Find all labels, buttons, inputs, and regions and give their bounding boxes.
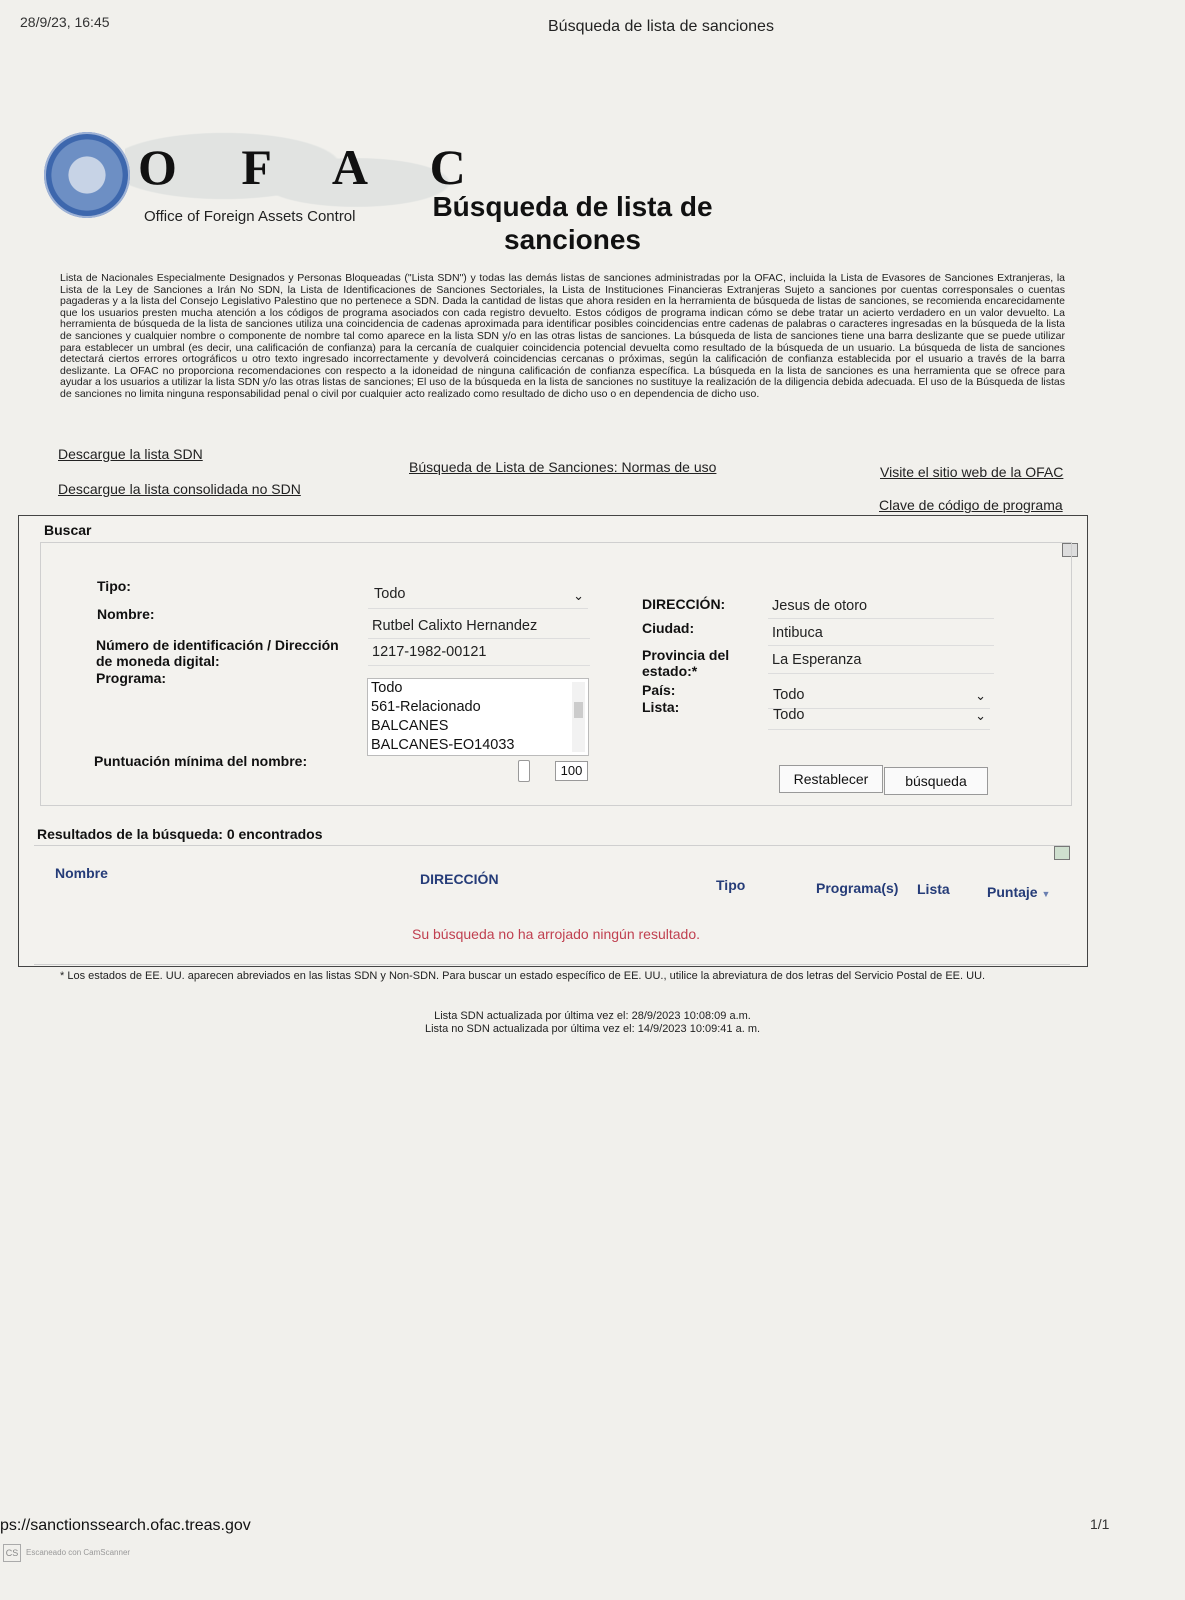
direccion-input[interactable] bbox=[768, 594, 994, 619]
chevron-down-icon: ⌄ bbox=[975, 688, 986, 703]
results-table bbox=[34, 845, 1070, 965]
ciudad-label: Ciudad: bbox=[642, 620, 695, 636]
id-label: Número de identificación / Dirección de moneda digital: bbox=[96, 637, 339, 669]
non-sdn-update: Lista no SDN actualizada por última vez el: 14/9/2023 10:09:41 a. m. bbox=[424, 1023, 761, 1035]
programa-option[interactable]: BALCANES bbox=[371, 718, 449, 734]
programa-label: Programa: bbox=[96, 670, 167, 686]
print-url: ps://sanctionssearch.ofac.treas.gov bbox=[0, 1517, 251, 1534]
col-direccion[interactable]: DIRECCIÓN bbox=[420, 871, 499, 887]
col-lista[interactable]: Lista bbox=[917, 881, 950, 897]
programa-option[interactable]: Todo bbox=[371, 680, 403, 696]
tipo-select[interactable] bbox=[368, 584, 588, 609]
id-input[interactable] bbox=[368, 641, 590, 666]
ofac-logo-subtitle: Office of Foreign Assets Control bbox=[144, 208, 356, 225]
reset-button[interactable]: Restablecer bbox=[779, 765, 883, 793]
chevron-down-icon: ⌄ bbox=[975, 708, 986, 723]
ofac-logo-text: O F A C bbox=[138, 139, 492, 195]
col-nombre[interactable]: Nombre bbox=[55, 865, 108, 881]
print-datetime: 28/9/23, 16:45 bbox=[20, 14, 110, 30]
pais-value: Todo bbox=[773, 687, 805, 703]
page-title: Búsqueda de lista de sanciones bbox=[432, 191, 713, 255]
intro-paragraph: Lista de Nacionales Especialmente Designados y Personas Bloqueadas ("Lista SDN") y todas las demás listas de sanciones administradas por la OFAC, incluida la Lista de Evasores de Sanciones Extranjeras, la Lista de la Ley de Sanciones a Irán No SDN, la Lista de Identificaciones de Sanciones Sectoriales, la Lista de Instituciones Financieras Extranjeras Sujeto a sanciones por cuentas corresponsales o cuentas pagaderas y a la lista del Consejo Legislativo Palestino que no pertenece a SDN. Dada la cantidad de listas que ahora residen en la herramienta de búsqueda de listas de sanciones, se recomienda encarecidamente que los usuarios presten mucha atención a los códigos de programa asociados con cada registro devuelto. Estos códigos de programa indican cómo se debe tratar un acierto verdadero en un valor devuelto. La herramienta de búsqueda de la lista de sanciones utiliza una coincidencia de cadenas aproximada para identificar posibles coincidencias entre cadenas de palabras o caracteres ingresadas en la búsqueda de la lista de sanciones y cualquier nombre o componente de nombre tal como aparece en la lista SDN y/o en las otras listas de sanciones. La búsqueda de lista de sanciones tiene una barra deslizante que se puede utilizar para establecer un umbral (es decir, una calificación de confianza) para la cercanía de cualquier coincidencia potencial devuelta como resultado de la búsqueda de un usuario. La búsqueda de lista de sanciones detectará ciertos errores ortográficos u otro texto ingresado incorrectamente y devolverá coincidencias cercanas o próximas, según la calificación de confianza establecida por el usuario a través de la barra deslizante. La OFAC no proporciona recomendaciones con respecto a la idoneidad de ninguna calificación de confianza específica. La búsqueda en la lista de sanciones es una herramienta que se ofrece para ayudar a los usuarios a utilizar la lista SDN y/o las otras listas de sanciones; El uso de la búsqueda en la lista de sanciones no sustituye la realización de la diligencia debida adecuada. El uso de la Búsqueda de listas de sanciones no limita ninguna responsabilidad penal o civil por cualquier acto realizado como resultado de dicho uso o en dependencia de dicho uso. bbox=[60, 272, 1065, 400]
id-value: 1217-1982-00121 bbox=[372, 644, 487, 660]
programa-scrollbar[interactable] bbox=[572, 682, 585, 752]
print-title: Búsqueda de lista de sanciones bbox=[548, 18, 774, 35]
pais-label: País: bbox=[642, 682, 676, 698]
provincia-label: Provincia del estado:* bbox=[642, 647, 730, 679]
lista-select[interactable] bbox=[768, 705, 990, 730]
programa-option[interactable]: 561-Relacionado bbox=[371, 699, 481, 715]
print-page-number: 1/1 bbox=[1090, 1516, 1110, 1532]
search-heading: Buscar bbox=[44, 522, 92, 538]
tipo-value: Todo bbox=[374, 586, 406, 602]
nombre-value: Rutbel Calixto Hernandez bbox=[372, 618, 538, 634]
col-programas[interactable]: Programa(s) bbox=[816, 880, 899, 896]
programa-listbox[interactable] bbox=[367, 678, 589, 756]
provincia-input[interactable] bbox=[768, 649, 994, 674]
camscanner-watermark: Escaneado con CamScanner bbox=[26, 1548, 131, 1557]
camscanner-logo: CS bbox=[3, 1544, 21, 1562]
search-button[interactable]: búsqueda bbox=[884, 767, 988, 795]
visit-ofac-link[interactable]: Visite el sitio web de la OFAC bbox=[880, 464, 1064, 480]
sort-down-icon: ▼ bbox=[1041, 889, 1051, 899]
ciudad-value: Intibuca bbox=[772, 625, 823, 641]
download-consolidated-link[interactable]: Descargue la lista consolidada no SDN bbox=[58, 481, 301, 497]
nombre-input[interactable] bbox=[368, 614, 590, 639]
programa-option[interactable]: BALCANES-EO14033 bbox=[371, 737, 515, 753]
score-input[interactable]: 100 bbox=[555, 761, 588, 781]
tipo-label: Tipo: bbox=[97, 578, 131, 594]
score-label: Puntuación mínima del nombre: bbox=[94, 753, 308, 769]
ciudad-input[interactable] bbox=[768, 621, 994, 646]
chevron-down-icon: ⌄ bbox=[573, 588, 584, 603]
nombre-label: Nombre: bbox=[97, 606, 155, 622]
direccion-value: Jesus de otoro bbox=[772, 598, 868, 614]
footnote: * Los estados de EE. UU. aparecen abreviados en las listas SDN y Non-SDN. Para buscar un estado específico de EE. UU., utilice la abreviatura de dos letras del Servicio Postal de EE. UU. bbox=[60, 970, 986, 982]
treasury-seal-icon bbox=[44, 132, 130, 218]
results-heading: Resultados de la búsqueda: 0 encontrados bbox=[37, 826, 323, 842]
score-slider-handle[interactable] bbox=[518, 760, 530, 782]
download-sdn-link[interactable]: Descargue la lista SDN bbox=[58, 446, 203, 462]
sdn-update: Lista SDN actualizada por última vez el: 28/9/2023 10:08:09 a.m. bbox=[434, 1010, 751, 1022]
lista-value: Todo bbox=[773, 707, 805, 723]
terms-of-use-link[interactable]: Búsqueda de Lista de Sanciones: Normas de uso bbox=[409, 459, 717, 475]
provincia-value: La Esperanza bbox=[772, 652, 862, 668]
no-results-message: Su búsqueda no ha arrojado ningún resultado. bbox=[412, 926, 700, 942]
program-key-link[interactable]: Clave de código de programa bbox=[879, 497, 1063, 513]
col-tipo[interactable]: Tipo bbox=[716, 877, 746, 893]
col-puntaje-label: Puntaje bbox=[987, 884, 1038, 900]
col-puntaje[interactable] bbox=[987, 884, 1050, 900]
direccion-label: DIRECCIÓN: bbox=[642, 596, 726, 612]
lista-label: Lista: bbox=[642, 699, 680, 715]
